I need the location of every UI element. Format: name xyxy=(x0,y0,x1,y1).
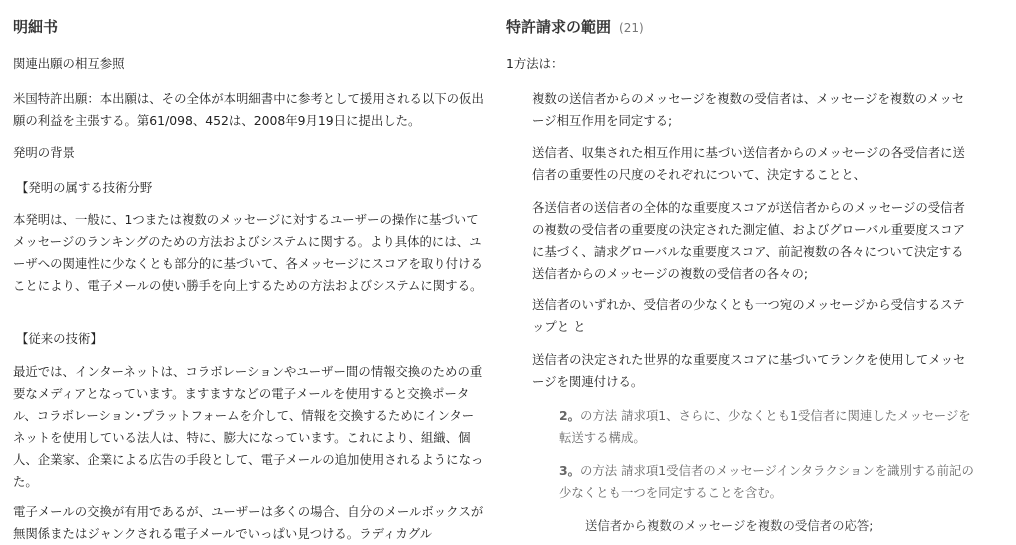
claim-1-step-score: 各送信者の送信者の全体的な重要度スコアが送信者からのメッセージの受信者の複数の受信者の重要度の決定された測定値、およびグローバル重要度スコアに基づく、請求グローバルな重要度スコア、前記複数の各々について決定する送信者からのメッセージの複数の受信者の各々の; xyxy=(532,200,966,281)
prior-art-heading: 【従来の技術】 xyxy=(16,331,103,346)
technical-field-paragraph: 本発明は、一般に、1つまたは複数のメッセージに対するユーザーの操作に基づいてメッセージのランキングのための方法およびシステムに関する。より具体的には、ユーザへの関連性に少なくとも部分的に基づいて、各メッセージにスコアを取り付けることにより、電子メールの使い勝手を向上するための方法およびシステムに関する。 xyxy=(13,212,483,293)
claim-1-step-identify: 複数の送信者からのメッセージを複数の受信者は、メッセージを複数のメッセージ相互作用を同定する; xyxy=(532,91,965,128)
background-heading: 発明の背景 xyxy=(13,145,75,160)
email-exchange-paragraph: 電子メールの交換が有用であるが、ユーザーは多くの場合、自分のメールボックスが無関係またはジャンクされる電子メールでいっぱい見つける。ラディカグル xyxy=(13,504,484,541)
claims-heading xyxy=(506,17,644,38)
claim-3-substep: 送信者から複数のメッセージを複数の受信者の応答; xyxy=(585,518,874,533)
claim-2-number: 2。 xyxy=(559,408,581,423)
prior-art-paragraph: 最近では、インターネットは、コラボレーションやユーザー間の情報交換のための重要なメディアとなっています。ますますなどの電子メールを使用すると交換ポータル、コラボレーション･プラットフォームを介して、情報を交換するためにインターネットを使用している法人は、特に、膨大になっています。これにより、組織、個人、企業家、企業による広告の手段として、電子メールの追加使用されるようになった。 xyxy=(13,364,484,489)
claim-1-intro: 1方法は： xyxy=(506,56,564,71)
cross-reference-heading: 関連出願の相互参照 xyxy=(13,56,125,71)
claim-3-number: 3。 xyxy=(559,463,581,478)
claims-heading-label: 特許請求の範囲 xyxy=(506,18,612,36)
claim-1-step-receive: 送信者のいずれか、受信者の少なくとも一つ宛のメッセージから受信するステップと と xyxy=(532,297,965,334)
claim-1-step-determine: 送信者、収集された相互作用に基づい送信者からのメッセージの各受信者に送信者の重要性の尺度のそれぞれについて、決定することと、 xyxy=(532,145,965,182)
claims-count-badge: (21) xyxy=(619,21,644,35)
claim-3 xyxy=(559,460,977,504)
claim-1-step-rank: 送信者の決定された世界的な重要度スコアに基づいてランクを使用してメッセージを関連付ける。 xyxy=(532,352,966,389)
claim-2-text: の方法 請求項1、さらに、少なくとも1受信者に関連したメッセージを転送する構成。 xyxy=(559,408,971,445)
description-heading: 明細书 xyxy=(13,18,59,36)
claim-3-text: の方法 請求項1受信者のメッセージインタラクションを識別する前記の少なくとも一つを同定することを含む。 xyxy=(559,463,974,500)
claim-2 xyxy=(559,405,977,449)
cross-reference-paragraph: 米国特許出願：本出願は、その全体が本明細書中に参考として援用される以下の仮出願の利益を主張する。第61/098、452は、2008年9月19日に提出した。 xyxy=(13,91,484,128)
technical-field-heading: 【発明の属する技術分野 xyxy=(16,180,153,195)
